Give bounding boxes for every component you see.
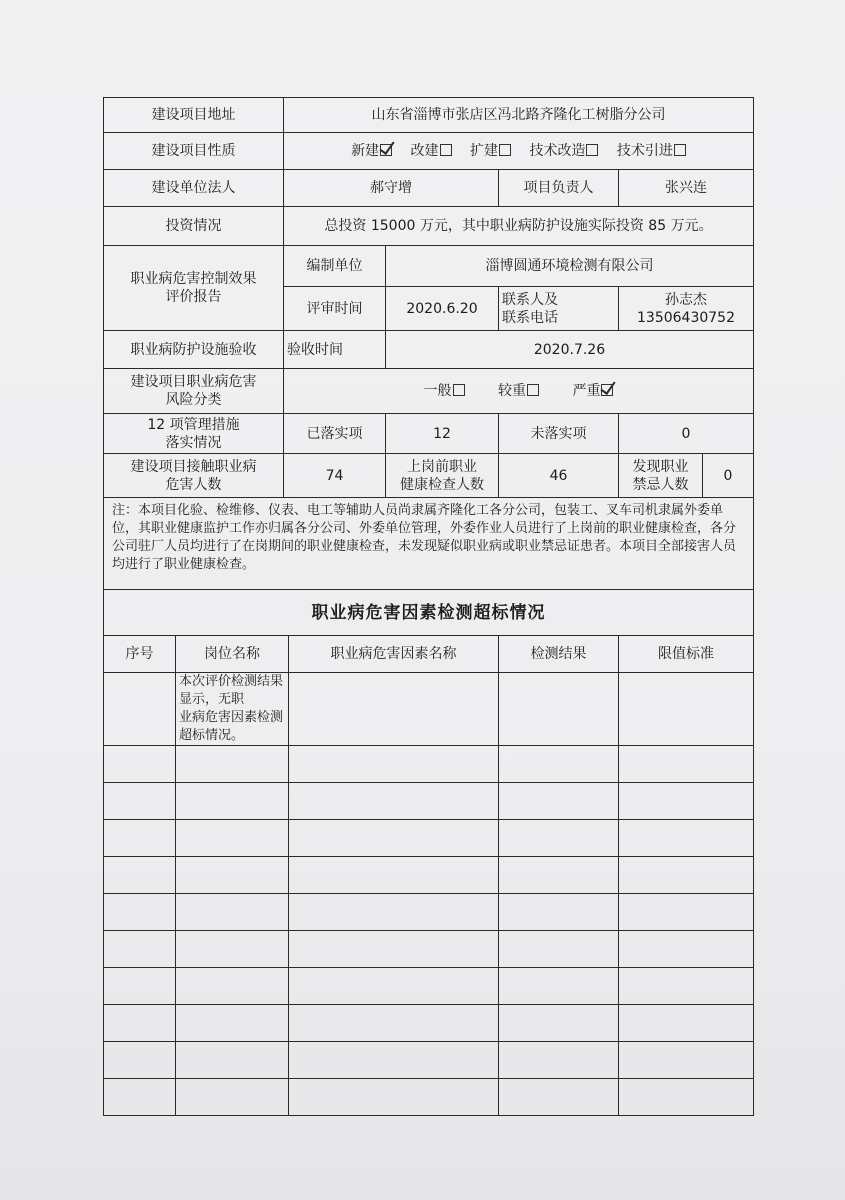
acceptance-time-label: 验收时间: [284, 331, 386, 369]
table-row: [104, 746, 754, 783]
row-address: [104, 98, 754, 133]
unimplemented-label: 未落实项: [499, 414, 619, 454]
measures-label: 12 项管理措施 落实情况: [104, 414, 284, 454]
row-report-org: [104, 246, 754, 287]
nature-label: 建设项目性质: [104, 133, 284, 170]
table-row: [104, 1005, 754, 1042]
table-row: [104, 894, 754, 931]
risk-label: 建设项目职业病危害 风险分类: [104, 369, 284, 414]
row-exposed: [104, 454, 754, 498]
row-invest: [104, 207, 754, 246]
invest-value: 总投资 15000 万元，其中职业病防护设施实际投资 85 万元。: [284, 207, 754, 246]
row-exceed-title: [104, 590, 754, 636]
implemented-label: 已落实项: [284, 414, 386, 454]
table-row: [104, 783, 754, 820]
nature-option-tech-upgrade: 技术改造: [529, 143, 598, 159]
header-result: 检测结果: [499, 636, 619, 673]
checkbox-icon: [453, 384, 465, 396]
checked-box-icon: [380, 144, 392, 156]
risk-options: [284, 369, 754, 414]
pre-exam-label: 上岗前职业 健康检查人数: [386, 454, 499, 498]
unimplemented-value: 0: [619, 414, 754, 454]
table-row: [104, 1079, 754, 1116]
checkbox-icon: [499, 144, 511, 156]
row-nature: [104, 133, 754, 170]
table-row: [104, 1042, 754, 1079]
acceptance-time-value: 2020.7.26: [386, 331, 754, 369]
checkbox-icon: [527, 384, 539, 396]
table-row: [104, 820, 754, 857]
row-risk: [104, 369, 754, 414]
manager-value: 张兴连: [619, 170, 754, 207]
header-post: 岗位名称: [176, 636, 289, 673]
checked-box-icon: [601, 384, 613, 396]
nature-option-rebuild: 改建: [411, 143, 452, 159]
risk-option-heavier: 较重: [498, 383, 539, 399]
found-value: 0: [703, 454, 754, 498]
header-limit: 限值标准: [619, 636, 754, 673]
table-row: [104, 968, 754, 1005]
table-row: [104, 673, 754, 746]
implemented-value: 12: [386, 414, 499, 454]
risk-option-severe: 严重: [572, 383, 613, 399]
exposed-label: 建设项目接触职业病 危害人数: [104, 454, 284, 498]
nature-options: [284, 133, 754, 170]
contact-label: 联系人及 联系电话: [499, 287, 619, 331]
nature-option-new: 新建: [351, 143, 392, 159]
table-row: [104, 857, 754, 894]
acceptance-label: 职业病防护设施验收: [104, 331, 284, 369]
manager-label: 项目负责人: [499, 170, 619, 207]
legal-value: 郝守增: [284, 170, 499, 207]
review-label: 评审时间: [284, 287, 386, 331]
risk-option-normal: 一般: [424, 383, 465, 399]
row-measures: [104, 414, 754, 454]
checkbox-icon: [674, 144, 686, 156]
checkbox-icon: [440, 144, 452, 156]
project-info-table: [103, 97, 754, 1116]
address-label: 建设项目地址: [104, 98, 284, 133]
org-value: 淄博圆通环境检测有限公司: [386, 246, 754, 287]
pre-exam-value: 46: [499, 454, 619, 498]
address-value: 山东省淄博市张店区冯北路齐隆化工树脂分公司: [284, 98, 754, 133]
review-value: 2020.6.20: [386, 287, 499, 331]
legal-label: 建设单位法人: [104, 170, 284, 207]
nature-option-expand: 扩建: [470, 143, 511, 159]
note-text: 注：本项目化验、检维修、仪表、电工等辅助人员尚隶属齐隆化工各分公司，包装工、叉车司机隶属外委单位，其职业健康监护工作亦归属各分公司、外委单位管理，外委作业人员进行了上岗前的职业健康检查，各分公司驻厂人员均进行了在岗期间的职业健康检查，未发现疑似职业病或职业禁忌证患者。本项目全部接害人员均进行了职业健康检查。: [104, 498, 754, 590]
checkbox-icon: [586, 144, 598, 156]
header-factor: 职业病危害因素名称: [289, 636, 499, 673]
row-note: [104, 498, 754, 590]
exposed-value: 74: [284, 454, 386, 498]
exceed-header-row: [104, 636, 754, 673]
table-row: [104, 931, 754, 968]
no-exceed-text: 本次评价检测结果显示，无职 业病危害因素检测超标情况。: [176, 673, 289, 746]
header-serial: 序号: [104, 636, 176, 673]
report-label: 职业病危害控制效果 评价报告: [104, 246, 284, 331]
row-acceptance: [104, 331, 754, 369]
row-legal: [104, 170, 754, 207]
nature-option-tech-import: 技术引进: [617, 143, 686, 159]
org-label: 编制单位: [284, 246, 386, 287]
contact-value: 孙志杰 13506430752: [619, 287, 754, 331]
found-label: 发现职业 禁忌人数: [619, 454, 703, 498]
exceed-title: 职业病危害因素检测超标情况: [104, 590, 754, 636]
invest-label: 投资情况: [104, 207, 284, 246]
